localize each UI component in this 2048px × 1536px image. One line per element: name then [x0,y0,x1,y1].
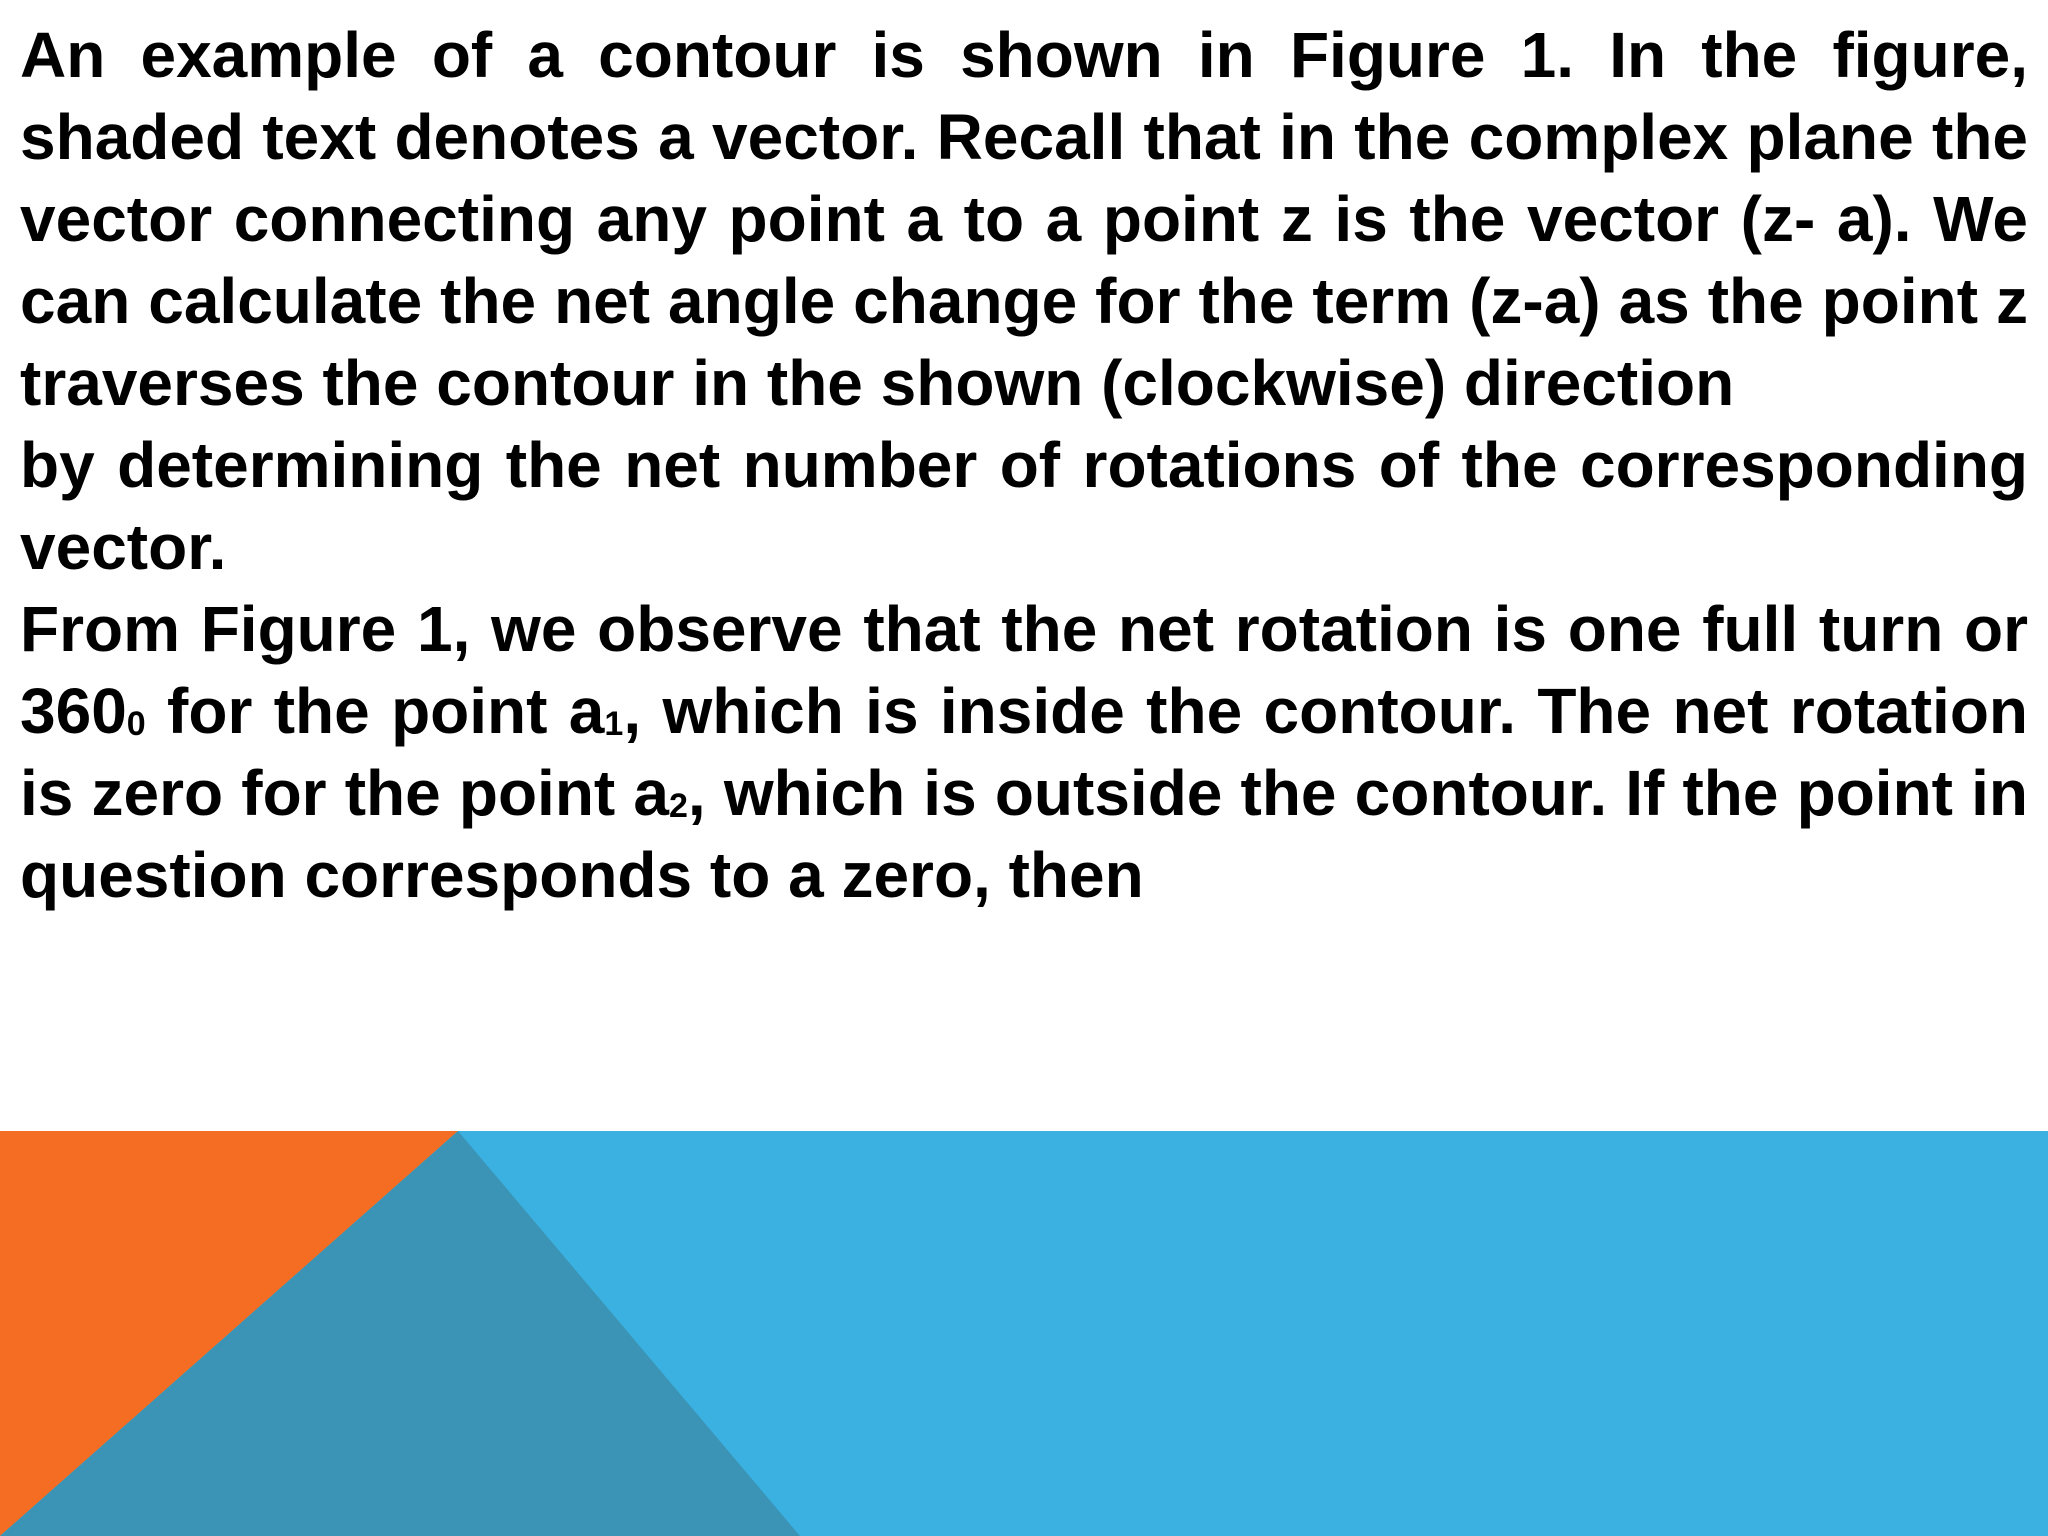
a1-subscript: 1 [604,705,624,743]
a2-subscript: 2 [668,787,688,825]
paragraph-3-part-2: for the point a [145,675,605,747]
paragraph-3-part-4: , which is outside the contour. If the point in question corresponds to a zero, then [20,757,2029,911]
degree-subscript: 0 [126,705,146,743]
paragraph-3 [20,588,2028,916]
paragraph-2: by determining the net number of rotations of the corresponding vector. [20,429,2028,583]
footer-shapes [0,1131,2048,1536]
decorative-footer-band [0,1131,2048,1536]
paragraph-1: An example of a contour is shown in Figure 1. In the figure, shaded text denotes a vector. Recall that in the complex plane the vector connecting any point a to a point z is the vector (z- a). We can calculate the net angle change for the term (z-a) as the point z traverses the contour in the shown (clockwise) direction [20,19,2028,419]
paragraph-3-part-1: From Figure 1, we observe that the net rotation is one full turn or 360 [20,593,2028,747]
slide-body-text [20,14,2028,916]
paragraph-3-part-3: , which is inside the contour. The net rotation is zero for the point a [20,675,2029,829]
